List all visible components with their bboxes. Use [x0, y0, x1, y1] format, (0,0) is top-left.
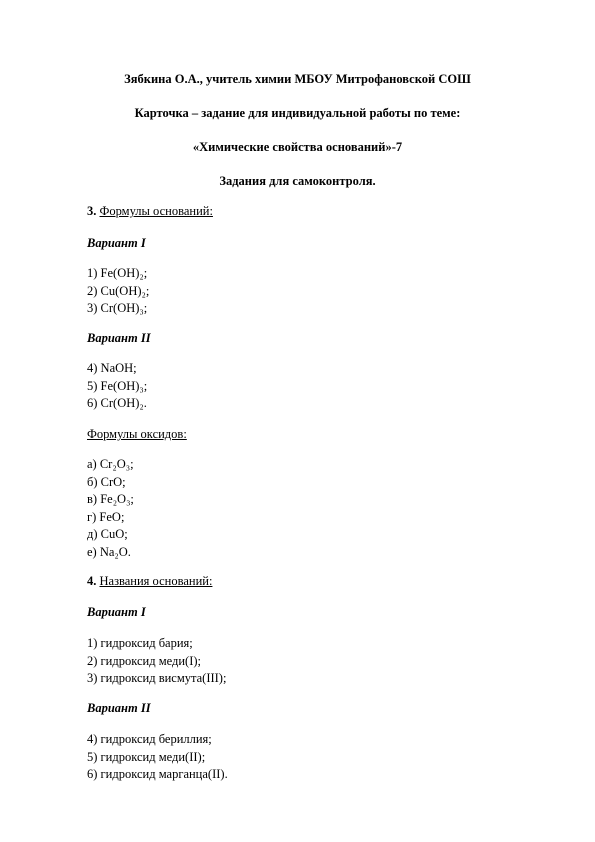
task4-variant1-list — [87, 635, 226, 688]
task3-variant1-list — [87, 265, 149, 318]
task4-variant2-list — [87, 731, 228, 784]
list-item: д) CuO; — [87, 527, 128, 541]
topic-title: «Химические свойства оснований»-7 — [192, 140, 403, 154]
task3-title: Формулы оснований: — [99, 204, 213, 218]
list-item: 3) Cr(OH)₃; — [87, 301, 148, 315]
task3-variant1-label: Вариант I — [87, 236, 146, 250]
list-item: б) CrO; — [87, 474, 126, 489]
list-item: 1) гидроксид бария; — [87, 636, 193, 650]
task4-heading — [87, 573, 212, 591]
list-item: 2) гидроксид меди(I); — [87, 653, 202, 668]
oxides-heading — [87, 426, 187, 444]
list-item: а) Cr₂O₃; — [87, 457, 134, 471]
task3-number: 3. — [87, 204, 97, 218]
card-title: Карточка – задание для индивидуальной работы по теме: — [134, 106, 461, 120]
task4-title: Названия оснований: — [99, 574, 213, 588]
list-item: 4) NaOH; — [87, 361, 137, 375]
self-check-subtitle: Задания для самоконтроля. — [219, 174, 376, 188]
list-item: 5) Fe(OH)₃; — [87, 378, 148, 393]
task3-heading — [87, 203, 213, 221]
list-item: г) FeO; — [87, 509, 125, 524]
list-item: е) Na₂O. — [87, 544, 131, 559]
task3-variant2-list — [87, 360, 147, 413]
list-item: 6) гидроксид марганца(II). — [87, 767, 228, 781]
task4-number: 4. — [87, 574, 97, 588]
author-line: Зябкина О.А., учитель химии МБОУ Митрофановской СОШ — [124, 72, 471, 86]
list-item: 4) гидроксид бериллия; — [87, 732, 212, 746]
list-item: 2) Cu(OH)₂; — [87, 283, 150, 298]
task4-variant1-label: Вариант I — [87, 605, 146, 619]
list-item: 5) гидроксид меди(II); — [87, 749, 206, 764]
list-item: 1) Fe(OH)₂; — [87, 266, 148, 280]
oxides-title: Формулы оксидов: — [87, 427, 187, 441]
task4-variant2-label: Вариант II — [87, 701, 151, 715]
list-item: 6) Cr(OH)₂. — [87, 396, 147, 410]
task3-variant2-label: Вариант II — [87, 331, 151, 345]
oxides-list — [87, 456, 134, 561]
list-item: 3) гидроксид висмута(III); — [87, 671, 227, 685]
list-item: в) Fe₂O₃; — [87, 492, 134, 506]
